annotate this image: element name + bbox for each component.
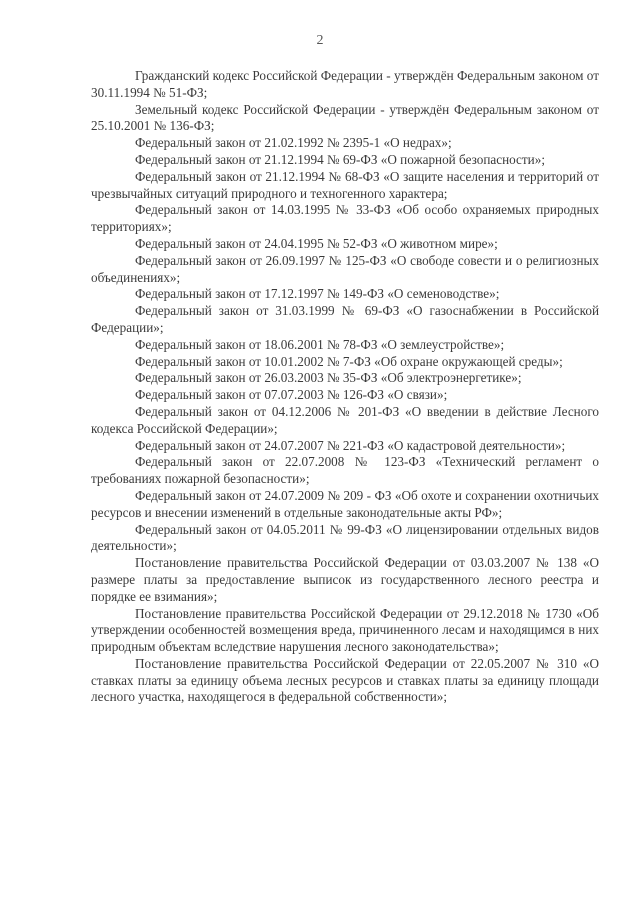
paragraph: Федеральный закон от 21.02.1992 № 2395-1 «О недрах»; bbox=[135, 135, 452, 151]
paragraph: Федеральный закон от 24.07.2009 № 209 - ФЗ «Об охоте и сохранении охотничьих ресурсов и внесении изменений в отдельные законодательные акты РФ»; bbox=[91, 487, 599, 520]
paragraph: Федеральный закон от 07.07.2003 № 126-ФЗ «О связи»; bbox=[135, 387, 448, 403]
paragraph: Федеральный закон от 18.06.2001 № 78-ФЗ «О землеустройстве»; bbox=[135, 336, 505, 352]
paragraph: Постановление правительства Российской Федерации от 22.05.2007 № 310 «О ставках платы за единицу объема лесных ресурсов и ставках платы за единицу площади лесного участка, находящегося в федеральной собственности»; bbox=[91, 655, 599, 705]
paragraph: Федеральный закон от 31.03.1999 № 69-ФЗ «О газоснабжении в Российской Федерации»; bbox=[91, 303, 599, 335]
paragraph: Федеральный закон от 14.03.1995 № 33-ФЗ «Об особо охраняемых природных территориях»; bbox=[91, 202, 599, 235]
paragraph: Федеральный закон от 10.01.2002 № 7-ФЗ «Об охране окружающей среды»; bbox=[135, 353, 563, 369]
paragraph: Федеральный закон от 21.12.1994 № 69-ФЗ «О пожарной безопасности»; bbox=[135, 151, 545, 167]
paragraph: Федеральный закон от 26.09.1997 № 125-ФЗ «О свободе совести и о религиозных объединениях»; bbox=[91, 252, 599, 285]
paragraph: Федеральный закон от 17.12.1997 № 149-ФЗ «О семеноводстве»; bbox=[135, 286, 500, 302]
page-number: 2 bbox=[316, 33, 324, 48]
paragraph: Федеральный закон от 04.05.2011 № 99-ФЗ «О лицензировании отдельных видов деятельности»; bbox=[91, 521, 599, 554]
paragraph: Гражданский кодекс Российской Федерации - утверждён Федеральным законом от 30.11.1994 № 51-ФЗ; bbox=[91, 68, 599, 100]
paragraph: Постановление правительства Российской Федерации от 29.12.2018 № 1730 «Об утверждении особенностей возмещения вреда, причиненного лесам и находящимся в них природным объектам вследствие нарушения лесного законодательства»; bbox=[91, 605, 599, 655]
paragraph: Федеральный закон от 22.07.2008 № 123-ФЗ «Технический регламент о требованиях пожарной безопасности»; bbox=[91, 454, 599, 487]
document-body bbox=[91, 68, 599, 706]
paragraph: Федеральный закон от 04.12.2006 № 201-ФЗ «О введении в действие Лесного кодекса Российской Федерации»; bbox=[91, 403, 599, 436]
paragraph: Федеральный закон от 24.07.2007 № 221-ФЗ «О кадастровой деятельности»; bbox=[135, 437, 566, 453]
paragraph: Федеральный закон от 24.04.1995 № 52-ФЗ «О животном мире»; bbox=[135, 235, 498, 251]
paragraph: Федеральный закон от 21.12.1994 № 68-ФЗ «О защите населения и территорий от чрезвычайных ситуаций природного и техногенного характера; bbox=[91, 168, 599, 201]
paragraph: Федеральный закон от 26.03.2003 № 35-ФЗ «Об электроэнергетике»; bbox=[135, 370, 522, 386]
paragraph: Постановление правительства Российской Федерации от 03.03.2007 № 138 «О размере платы за предоставление выписок из государственного лесного реестра и порядке ее взимания»; bbox=[91, 555, 599, 604]
paragraph: Земельный кодекс Российской Федерации - утверждён Федеральным законом от 25.10.2001 № 136-ФЗ; bbox=[91, 101, 599, 134]
